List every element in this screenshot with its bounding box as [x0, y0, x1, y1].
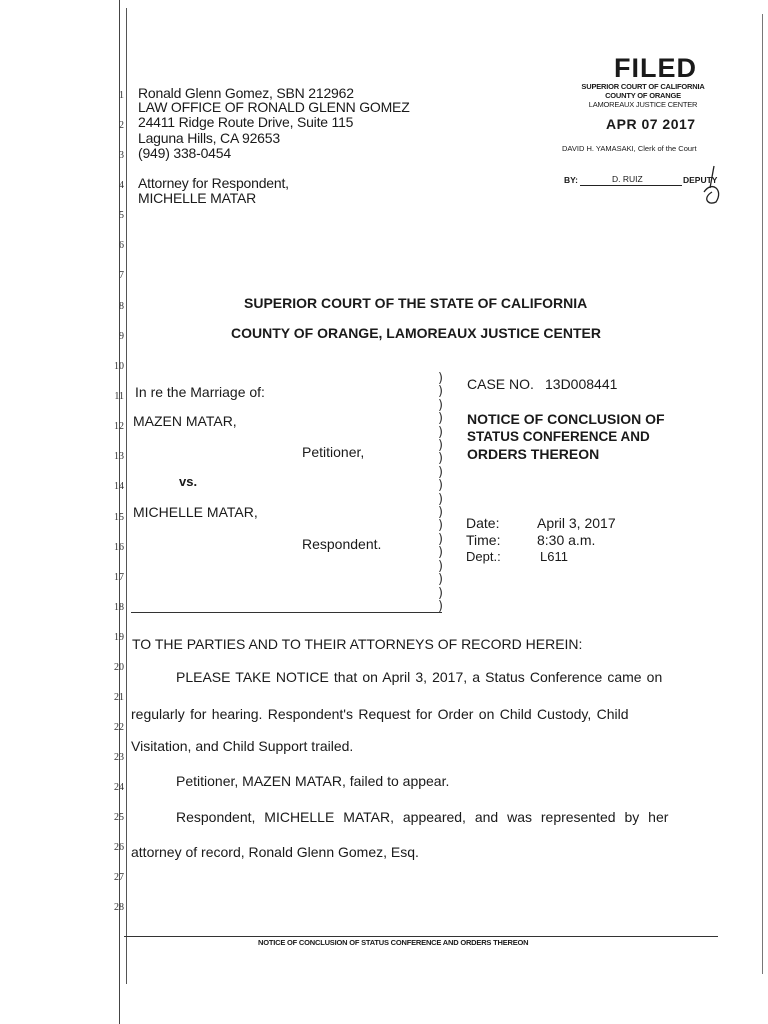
- salutation: TO THE PARTIES AND TO THEIR ATTORNEYS OF RECORD HEREIN:: [132, 636, 583, 652]
- caption-respondent-label: Respondent.: [302, 536, 382, 552]
- paragraph-1-line-1: PLEASE TAKE NOTICE that on April 3, 2017, a Status Conference came on: [176, 669, 663, 685]
- case-number: 13D008441: [545, 376, 618, 392]
- attorney-city: Laguna Hills, CA 92653: [138, 130, 280, 146]
- line-number: 22: [114, 722, 124, 733]
- line-number: 10: [114, 361, 124, 372]
- paragraph-1-line-2: regularly for hearing. Respondent's Request for Order on Child Custody, Child: [131, 706, 629, 722]
- stamp-date: APR 07 2017: [606, 116, 696, 132]
- caption-petitioner-label: Petitioner,: [302, 444, 365, 460]
- line-number: 12: [114, 421, 124, 432]
- line-number: 6: [119, 240, 124, 251]
- attorney-name: Ronald Glenn Gomez, SBN 212962: [138, 85, 354, 101]
- caption-in-re: In re the Marriage of:: [135, 384, 265, 400]
- caption-petitioner-name: MAZEN MATAR,: [133, 413, 237, 429]
- stamp-center: LAMOREAUX JUSTICE CENTER: [588, 100, 698, 109]
- footer-title: NOTICE OF CONCLUSION OF STATUS CONFERENCE AND ORDERS THEREON: [258, 938, 529, 947]
- line-number: 25: [114, 812, 124, 823]
- hearing-time-value: 8:30 a.m.: [537, 532, 596, 548]
- line-number: 18: [114, 602, 124, 613]
- stamp-deputy: DEPUTY: [683, 175, 718, 185]
- court-title-line-2: COUNTY OF ORANGE, LAMOREAUX JUSTICE CENTER: [231, 325, 601, 341]
- line-number: 1: [119, 90, 124, 101]
- line-number: 11: [114, 391, 124, 402]
- caption-respondent-name: MICHELLE MATAR,: [133, 504, 258, 520]
- court-title-line-1: SUPERIOR COURT OF THE STATE OF CALIFORNIA: [244, 295, 588, 311]
- line-number: 8: [119, 301, 124, 312]
- document-title-line-2: STATUS CONFERENCE AND: [467, 429, 650, 444]
- line-number: 16: [114, 542, 124, 553]
- hearing-time-label: Time:: [466, 532, 501, 548]
- case-number-label: CASE NO.: [467, 376, 534, 392]
- line-number: 26: [114, 842, 124, 853]
- hearing-dept-value: L611: [540, 549, 568, 564]
- right-margin-rule: [762, 14, 763, 974]
- stamp-county: COUNTY OF ORANGE: [605, 91, 681, 100]
- line-number: 27: [114, 872, 124, 883]
- paragraph-3-line-2: attorney of record, Ronald Glenn Gomez, Esq.: [131, 844, 419, 860]
- line-number: 19: [114, 632, 124, 643]
- line-number: 20: [114, 662, 124, 673]
- line-number: 7: [119, 270, 124, 281]
- attorney-phone: (949) 338-0454: [138, 145, 231, 161]
- footer-rule: [124, 936, 718, 937]
- stamp-court: SUPERIOR COURT OF CALIFORNIA: [581, 82, 705, 91]
- stamp-clerk-name: D. RUIZ: [612, 174, 643, 184]
- line-number: 13: [114, 451, 124, 462]
- stamp-clerk: DAVID H. YAMASAKI, Clerk of the Court: [562, 144, 697, 153]
- line-number: 5: [119, 210, 124, 221]
- hearing-date-label: Date:: [466, 515, 500, 531]
- document-title-line-1: NOTICE OF CONCLUSION OF: [467, 411, 665, 427]
- line-number: 21: [114, 692, 124, 703]
- paragraph-2: Petitioner, MAZEN MATAR, failed to appear.: [176, 773, 450, 789]
- deputy-initials-mark: [694, 162, 734, 208]
- caption-vs: vs.: [179, 474, 198, 489]
- attorney-office: LAW OFFICE OF RONALD GLENN GOMEZ: [138, 99, 410, 115]
- attorney-role: Attorney for Respondent,: [138, 175, 289, 191]
- attorney-street: 24411 Ridge Route Drive, Suite 115: [138, 114, 354, 130]
- paragraph-3-line-1: Respondent, MICHELLE MATAR, appeared, and was represented by her: [176, 809, 669, 825]
- paragraph-1-line-3: Visitation, and Child Support trailed.: [131, 738, 354, 754]
- hearing-date-value: April 3, 2017: [537, 515, 616, 531]
- line-number: 3: [119, 150, 124, 161]
- line-number: 17: [114, 572, 124, 583]
- line-number: 4: [119, 180, 124, 191]
- attorney-client: MICHELLE MATAR: [138, 190, 257, 206]
- caption-brace-column: ) ) ) ) ) ) ) ) ) ) ) ) ) ) ) ) ) ): [438, 371, 444, 614]
- line-number: 15: [114, 512, 124, 523]
- line-number: 24: [114, 782, 124, 793]
- hearing-dept-label: Dept.:: [466, 549, 501, 564]
- line-number: 9: [119, 331, 124, 342]
- left-margin-rule-inner: [126, 8, 127, 984]
- caption-bottom-rule: [131, 612, 442, 613]
- document-title-line-3: ORDERS THEREON: [467, 446, 600, 462]
- line-number: 28: [114, 902, 124, 913]
- line-number: 2: [119, 120, 124, 131]
- line-number: 14: [114, 481, 124, 492]
- filed-title: FILED: [614, 53, 697, 83]
- stamp-by-label: BY:: [564, 175, 579, 185]
- line-number: 23: [114, 752, 124, 763]
- stamp-signature-line: [580, 185, 682, 186]
